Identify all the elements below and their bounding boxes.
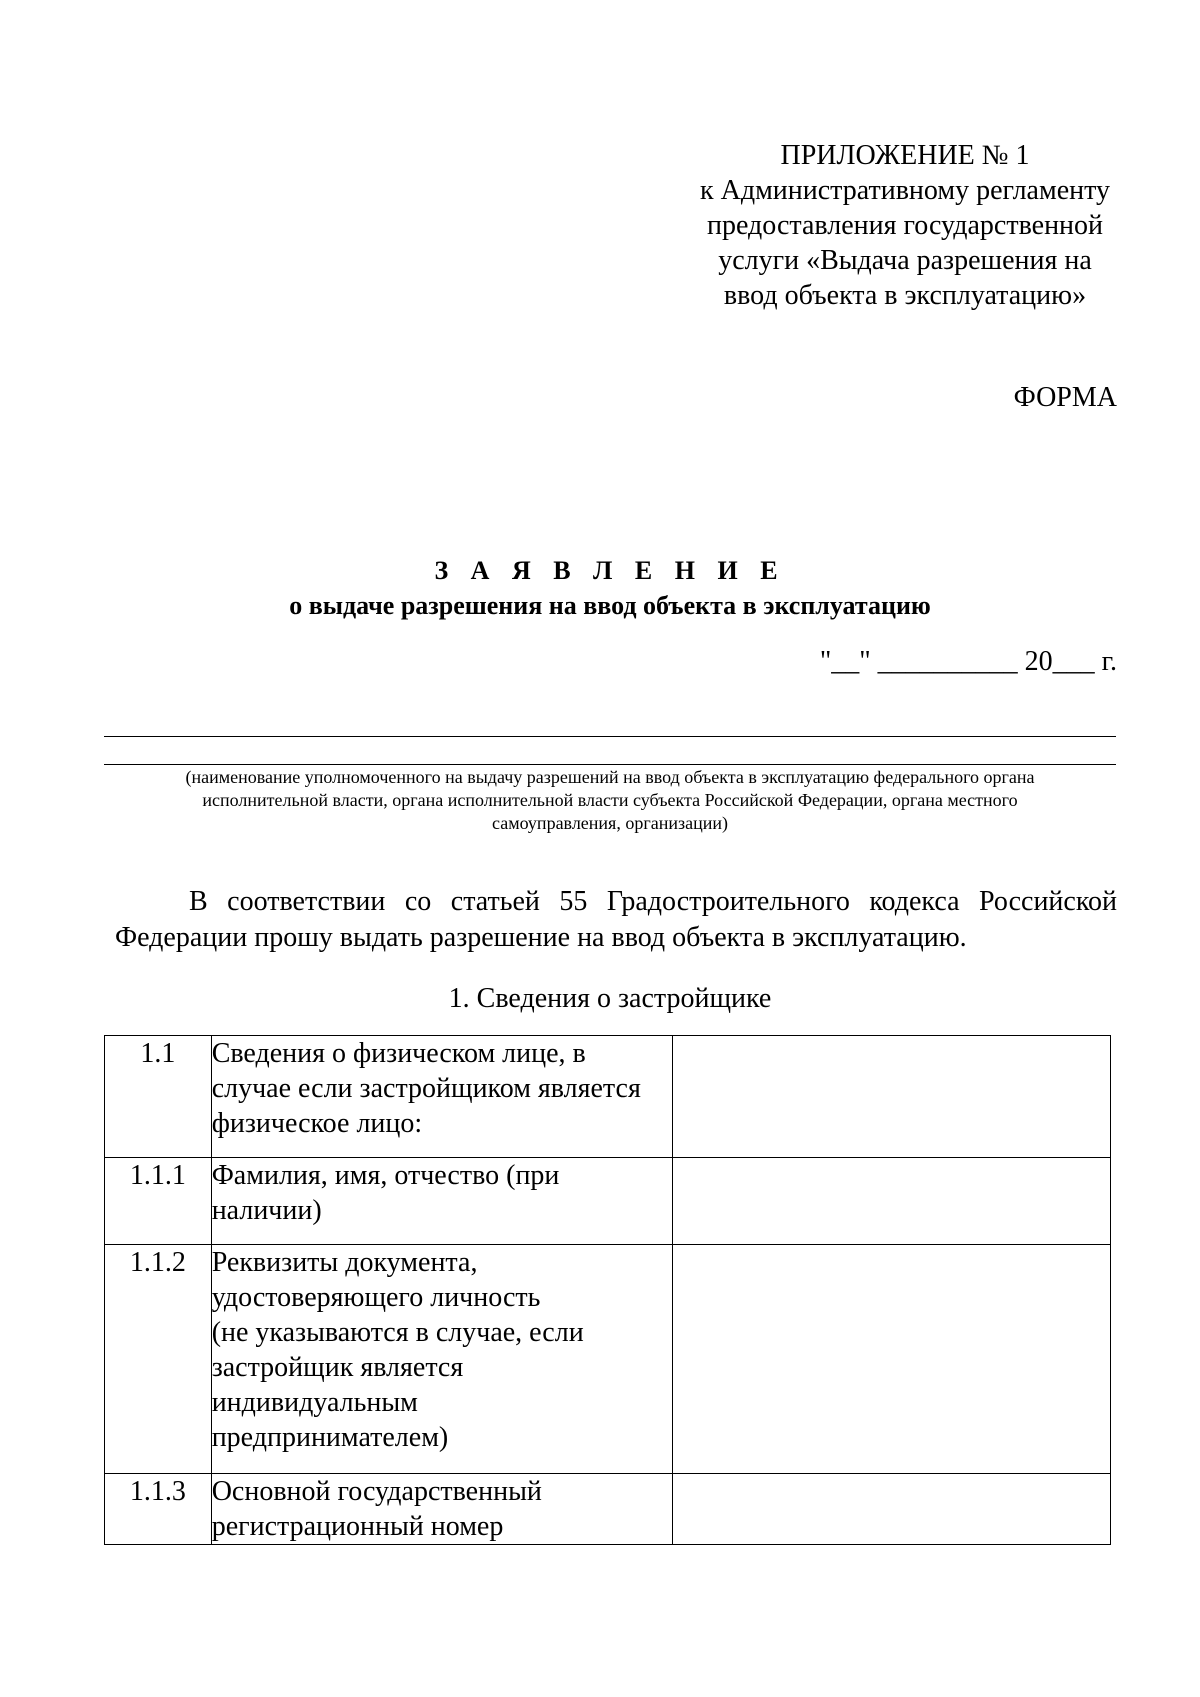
appendix-line: предоставления государственной: [706, 210, 1104, 241]
description-line: Реквизиты документа,: [211, 1247, 478, 1278]
document-subtitle: о выдаче разрешения на ввод объекта в эксплуатацию: [289, 591, 931, 620]
description-line: удостоверяющего личность: [211, 1282, 541, 1313]
description-line: Фамилия, имя, отчество (при: [211, 1160, 560, 1191]
table-row: [105, 1158, 1111, 1245]
description-line: Основной государственный: [211, 1476, 542, 1507]
description-line: застройщик является: [211, 1352, 464, 1383]
table-row: [105, 1036, 1111, 1158]
developer-info-table: [104, 1035, 1111, 1545]
row-number: 1.1: [105, 1036, 212, 1158]
row-description: [211, 1245, 672, 1474]
appendix-header: [690, 138, 1120, 313]
section-heading: 1. Сведения о застройщике: [448, 983, 772, 1014]
form-label: ФОРМА: [1013, 382, 1117, 413]
caption-line: самоуправления, организации): [492, 813, 728, 833]
description-line: предпринимателем): [211, 1422, 449, 1453]
authority-name-line[interactable]: [104, 736, 1116, 737]
description-line: физическое лицо:: [211, 1108, 423, 1139]
row-value-cell[interactable]: [673, 1474, 1111, 1545]
paragraph-line: Федерации прошу выдать разрешение на ввод объекта в эксплуатацию.: [115, 922, 967, 953]
description-line: Сведения о физическом лице, в: [211, 1038, 586, 1069]
paragraph-line: В соответствии со статьей 55 Градостроительного кодекса Российской: [189, 886, 1117, 917]
description-line: случае если застройщиком является: [211, 1073, 641, 1104]
description-line: регистрационный номер: [211, 1511, 504, 1542]
appendix-line: ПРИЛОЖЕНИЕ № 1: [780, 140, 1030, 171]
row-number: 1.1.3: [105, 1474, 212, 1545]
row-value-cell[interactable]: [673, 1245, 1111, 1474]
caption-line: исполнительной власти, органа исполнительной власти субъекта Российской Федерации, органа местного: [202, 790, 1018, 810]
row-description: [211, 1158, 672, 1245]
date-field[interactable]: "__" __________ 20___ г.: [819, 646, 1117, 677]
row-description: [211, 1036, 672, 1158]
table-row: [105, 1474, 1111, 1545]
table-row: [105, 1245, 1111, 1474]
authority-caption: [104, 766, 1116, 835]
document-title: З А Я В Л Е Н И Е: [434, 556, 786, 585]
appendix-line: услуги «Выдача разрешения на: [718, 245, 1092, 276]
row-description: [211, 1474, 672, 1545]
appendix-line: ввод объекта в эксплуатацию»: [723, 280, 1087, 311]
caption-line: (наименование уполномоченного на выдачу разрешений на ввод объекта в эксплуатацию федерального органа: [185, 767, 1035, 787]
appendix-line: к Административному регламенту: [700, 175, 1110, 206]
row-value-cell[interactable]: [673, 1036, 1111, 1158]
authority-name-line[interactable]: [104, 764, 1116, 765]
description-line: наличии): [211, 1195, 322, 1226]
request-paragraph: [115, 884, 1117, 956]
row-number: 1.1.1: [105, 1158, 212, 1245]
description-line: индивидуальным: [211, 1387, 418, 1418]
row-number: 1.1.2: [105, 1245, 212, 1474]
description-line: (не указываются в случае, если: [211, 1317, 584, 1348]
row-value-cell[interactable]: [673, 1158, 1111, 1245]
